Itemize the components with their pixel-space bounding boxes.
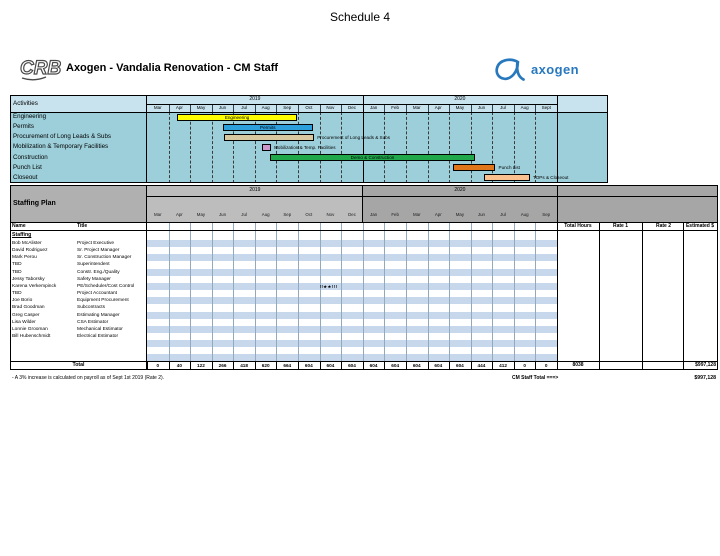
staffing-grid-line xyxy=(190,222,191,361)
band-month-label: Aug xyxy=(261,212,270,217)
staff-title: PE/Scheduler/Cost Control xyxy=(77,283,135,289)
row-stripe xyxy=(147,269,557,276)
staffing-grid-line xyxy=(384,222,385,361)
staffing-plan-band-title: Staffing Plan xyxy=(13,200,56,207)
month-total-value: 604 xyxy=(369,363,378,368)
month-total-value: 0 xyxy=(523,363,526,368)
gantt-month-label: Oct xyxy=(305,105,313,110)
row-stripe xyxy=(147,326,557,333)
staffing-grid-line xyxy=(449,222,450,361)
gantt-month-label: May xyxy=(455,105,465,110)
gantt-month-gridline xyxy=(233,112,234,183)
gantt-bar-label: TOPs & Closeout xyxy=(533,175,569,181)
page-title: Schedule 4 xyxy=(329,10,391,24)
gantt-month-gridline xyxy=(535,112,536,183)
staff-name: Bob McAlister xyxy=(12,241,42,246)
cm-staff-total-value: $997,128 xyxy=(694,375,716,381)
gantt-activities-header: Activities xyxy=(13,100,38,107)
gantt-month-gridline xyxy=(190,112,191,183)
staff-name: David Rodriguez xyxy=(12,248,48,254)
total-row-label: Total xyxy=(72,362,85,368)
gantt-month-label: Dec xyxy=(347,105,356,110)
staffing-band-right-bg xyxy=(557,185,718,222)
band-month-label: Nov xyxy=(326,212,335,217)
gantt-month-label: Jul xyxy=(500,105,506,110)
staffing-grid-line xyxy=(406,222,407,361)
activity-label: Construction xyxy=(13,153,48,161)
band-month-label: Aug xyxy=(520,212,529,217)
band-month-label: Mar xyxy=(154,212,162,217)
band-month-label: Apr xyxy=(175,212,183,217)
band-month-label: Oct xyxy=(305,212,313,217)
row-stripe xyxy=(147,254,557,261)
total-estimated-value: $997,128 xyxy=(695,362,716,368)
staff-name: Mark Perou xyxy=(12,255,37,261)
activity-label: Punch List xyxy=(13,163,42,171)
gantt-month-label: Aug xyxy=(261,105,270,110)
month-total-value: 664 xyxy=(283,363,292,368)
staffing-grid-line xyxy=(233,222,234,361)
gantt-month-gridline xyxy=(212,112,213,183)
crb-logo-icon xyxy=(19,55,61,87)
border-line-v xyxy=(717,185,718,370)
project-title: Axogen - Vandalia Renovation - CM Staff xyxy=(66,62,279,74)
gantt-year-label: 2020 xyxy=(454,96,466,102)
gantt-month-gridline xyxy=(449,112,450,183)
gantt-month-label: Jul xyxy=(241,105,247,110)
month-total-value: 0 xyxy=(156,363,160,368)
gantt-bar-label: Demo & Construction xyxy=(350,155,395,161)
staff-title: Electrical Estimator xyxy=(77,333,119,339)
staff-title: Project Executive xyxy=(77,241,115,246)
band-month-label: Jun xyxy=(218,212,227,217)
activity-label: Permits xyxy=(13,123,34,131)
gantt-month-label: Sept xyxy=(541,105,551,110)
gantt-month-label: Apr xyxy=(175,105,183,110)
band-month-label: Jun xyxy=(477,212,485,217)
gantt-month-label: Mar xyxy=(412,105,421,110)
staff-title: Project Accountant xyxy=(77,291,117,297)
month-total-value: 604 xyxy=(326,363,335,368)
staffing-grid-line xyxy=(514,222,515,361)
month-total-value: 604 xyxy=(348,363,356,368)
staff-title: Safety Manager xyxy=(77,276,111,282)
gantt-month-gridline xyxy=(428,112,429,183)
staffing-grid-line xyxy=(320,222,321,361)
staff-title: Constr. Eng./Quality xyxy=(77,269,120,275)
axogen-logo xyxy=(492,56,579,83)
gantt-month-label: Apr xyxy=(434,105,442,110)
month-total-value: 412 xyxy=(499,363,507,368)
staff-name: Brad Goodman xyxy=(12,305,45,311)
border-line-v xyxy=(683,222,684,370)
staff-name: Jessy Taborsky xyxy=(12,276,45,282)
band-month-label: Sep xyxy=(283,212,292,217)
row-stripe xyxy=(147,297,557,304)
col-header-title: Title xyxy=(77,223,88,229)
month-total-value: 418 xyxy=(240,363,249,368)
month-total-value: 40 xyxy=(176,363,182,368)
gantt-bar-label: Permits xyxy=(260,124,276,130)
activity-label: Engineering xyxy=(13,113,47,120)
gantt-bar-label: Punch List xyxy=(498,165,520,171)
band-year-label: 2020 xyxy=(454,187,466,193)
staffing-grid-line xyxy=(341,222,342,361)
staff-title: Sr. Construction Manager xyxy=(77,255,132,261)
staff-name: TBD xyxy=(12,262,22,268)
staff-title: Equipment Procurement xyxy=(77,298,129,304)
staff-title: Estimating Manager xyxy=(77,312,120,318)
staff-name: Lonnie Grooman xyxy=(12,326,48,332)
gantt-month-label: Jun xyxy=(218,105,227,110)
staffing-grid-line xyxy=(276,222,277,361)
month-total-value: 122 xyxy=(197,363,205,368)
gantt-month-label: Aug xyxy=(520,105,529,110)
month-total-value: 604 xyxy=(455,363,464,368)
band-month-label: Jul xyxy=(241,212,247,217)
gantt-month-label: Feb xyxy=(391,105,400,110)
col-header-rate2: Rate 2 xyxy=(655,223,671,229)
band-month-label: Apr xyxy=(434,212,442,217)
border-line-v xyxy=(599,222,600,370)
month-total-value: 604 xyxy=(434,363,443,368)
row-stripe xyxy=(147,240,557,247)
gantt-month-label: May xyxy=(196,105,206,110)
staff-name: Joe Borio xyxy=(12,298,33,304)
col-header-total-hours: Total Hours xyxy=(564,223,592,229)
gantt-month-gridline xyxy=(471,112,472,183)
gantt-bar xyxy=(484,174,530,181)
gantt-month-label: Jun xyxy=(477,105,486,110)
gantt-bar-label: Engineering xyxy=(224,114,250,120)
staffing-grid-line xyxy=(471,222,472,361)
staff-title: Subcontracts xyxy=(77,305,105,311)
footnote-rate-note: - A 3% increase is calculated on payroll as of Sept 1st 2019 (Rate 2). xyxy=(12,375,165,381)
gantt-month-gridline xyxy=(169,112,170,183)
border-line-v xyxy=(642,222,643,370)
svg-text:CRB: CRB xyxy=(20,58,61,79)
staffing-grid-line xyxy=(169,222,170,361)
staffing-grid-line xyxy=(363,222,364,361)
month-total-value: 266 xyxy=(218,363,227,368)
activity-label: Procurement of Long Leads & Subs xyxy=(13,133,112,141)
gantt-bar-label: Procurement of Long Leads & Subs xyxy=(317,134,391,140)
band-month-label: May xyxy=(196,212,206,217)
gantt-bar xyxy=(453,164,495,171)
border-line-v xyxy=(557,185,558,370)
staff-name: Bill Hubenschmidt xyxy=(12,333,51,339)
gantt-year-label: 2019 xyxy=(249,96,261,102)
staff-title: CSA Estimator xyxy=(77,319,109,325)
annotation-marks: !!★★!!! xyxy=(319,283,338,289)
axogen-logo-text: axogen xyxy=(531,62,579,77)
axogen-a-icon xyxy=(492,56,526,83)
border-line-v xyxy=(10,185,11,370)
band-month-label: Dec xyxy=(348,212,356,217)
activity-label: Mobilization & Temporary Facilities xyxy=(13,143,109,151)
staff-title: Mechanical Estimator xyxy=(77,326,123,332)
staff-title: Sr. Project Manager xyxy=(77,248,120,254)
month-total-value: 0 xyxy=(544,363,548,368)
staffing-section-label: Staffing xyxy=(12,232,32,238)
cm-staff-total-label: CM Staff Total ===> xyxy=(512,375,559,381)
gantt-month-label: Jan xyxy=(369,105,378,110)
gantt-bar xyxy=(262,144,271,151)
row-stripe xyxy=(147,340,557,347)
month-total-value: 444 xyxy=(477,363,486,368)
row-stripe xyxy=(147,283,557,290)
col-header-name: Name xyxy=(12,223,26,229)
staffing-grid-line xyxy=(428,222,429,361)
band-month-label: Sep xyxy=(542,212,551,217)
row-stripe xyxy=(147,312,557,319)
staffing-grid-line xyxy=(212,222,213,361)
staff-name: Lisa Wilder xyxy=(12,319,36,325)
activity-label: Closeout xyxy=(13,173,38,181)
total-hours-value: 8038 xyxy=(572,362,584,368)
gantt-month-label: Sep xyxy=(283,105,292,110)
col-header-rate1: Rate 1 xyxy=(612,223,628,229)
month-total-value: 620 xyxy=(261,363,270,368)
staff-name: Greg Casper xyxy=(12,312,40,318)
band-month-label: Feb xyxy=(391,212,399,217)
border-line-v xyxy=(10,95,11,183)
staff-name: TBD xyxy=(12,291,22,297)
gantt-month-gridline xyxy=(255,112,256,183)
staff-name: TBD xyxy=(12,269,22,275)
month-total-value: 604 xyxy=(412,363,421,368)
gantt-month-label: Mar xyxy=(153,105,162,110)
band-month-label: Jul xyxy=(500,212,506,217)
staffing-grid-line xyxy=(298,222,299,361)
gantt-bar xyxy=(224,134,315,141)
gantt-month-label: Nov xyxy=(326,105,335,110)
gantt-bar-label: Mobilization & Temp. Facilities xyxy=(274,145,336,151)
border-line-h xyxy=(147,196,718,197)
staff-title: Superintendent xyxy=(77,262,110,268)
staff-name: Karena Verkempinck xyxy=(12,283,57,289)
staffing-grid-line xyxy=(492,222,493,361)
band-month-label: Mar xyxy=(412,212,421,217)
staffing-grid-line xyxy=(255,222,256,361)
band-year-label: 2019 xyxy=(249,187,261,193)
staffing-grid-line xyxy=(535,222,536,361)
month-total-value: 604 xyxy=(304,363,313,368)
band-month-label: May xyxy=(455,212,465,217)
gantt-month-gridline xyxy=(514,112,515,183)
band-month-label: Jan xyxy=(370,212,378,217)
gantt-month-gridline xyxy=(492,112,493,183)
col-header-estimated: Estimated $ xyxy=(685,223,715,229)
month-total-value: 604 xyxy=(391,363,400,368)
